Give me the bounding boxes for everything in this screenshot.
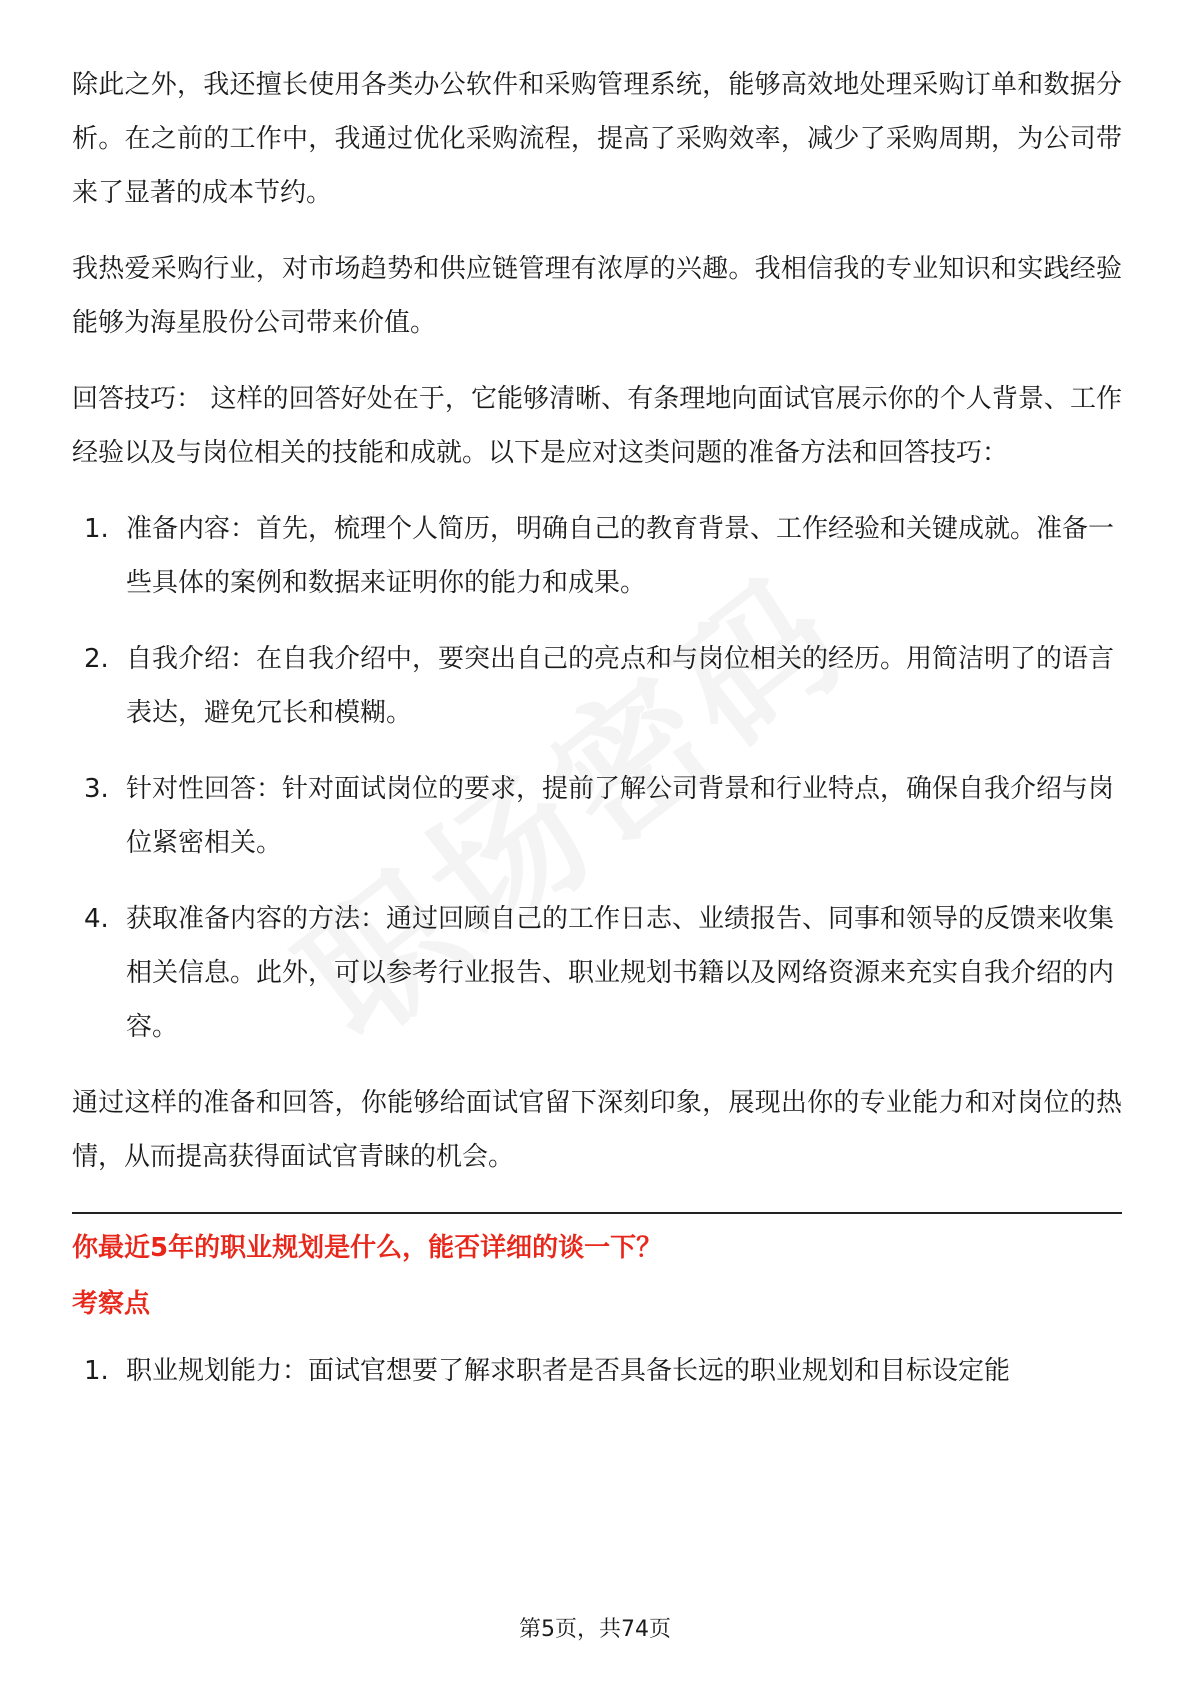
assessment-points-list: [72, 1344, 1122, 1398]
list-item: [72, 502, 1122, 610]
list-number: 4.: [84, 904, 109, 934]
list-text: 获取准备内容的方法：通过回顾自己的工作日志、业绩报告、同事和领导的反馈来收集相关信息。此外，可以参考行业报告、职业规划书籍以及网络资源来充实自我介绍的内容。: [126, 904, 1115, 1042]
list-text: 自我介绍：在自我介绍中，要突出自己的亮点和与岗位相关的经历。用简洁明了的语言表达，避免冗长和模糊。: [126, 644, 1115, 728]
list-item: [72, 632, 1122, 740]
page-footer: 第5页，共74页: [519, 1617, 671, 1642]
paragraph-answer-tips: 回答技巧： 这样的回答好处在于，它能够清晰、有条理地向面试官展示你的个人背景、工作经验以及与岗位相关的技能和成就。以下是应对这类问题的准备方法和回答技巧：: [72, 384, 1122, 468]
list-item: [72, 762, 1122, 870]
list-number: 3.: [84, 774, 109, 804]
section-divider: [72, 1212, 1122, 1214]
list-item: [72, 892, 1122, 1054]
tips-list: [72, 502, 1122, 1054]
list-item: [72, 1344, 1122, 1398]
list-text: 职业规划能力：面试官想要了解求职者是否具备长远的职业规划和目标设定能: [126, 1356, 1011, 1386]
list-text: 针对性回答：针对面试岗位的要求，提前了解公司背景和行业特点，确保自我介绍与岗位紧密相关。: [126, 774, 1115, 858]
paragraph-office-skills: 除此之外，我还擅长使用各类办公软件和采购管理系统，能够高效地处理采购订单和数据分析。在之前的工作中，我通过优化采购流程，提高了采购效率，减少了采购周期，为公司带来了显著的成本节约。: [72, 70, 1122, 208]
paragraph-passion: 我热爱采购行业，对市场趋势和供应链管理有浓厚的兴趣。我相信我的专业知识和实践经验能够为海星股份公司带来价值。: [72, 254, 1122, 338]
question-title: 你最近5年的职业规划是什么，能否详细的谈一下？: [72, 1233, 663, 1263]
list-number: 1.: [84, 1356, 109, 1386]
list-number: 2.: [84, 644, 109, 674]
list-number: 1.: [84, 514, 109, 544]
paragraph-closing: 通过这样的准备和回答，你能够给面试官留下深刻印象，展现出你的专业能力和对岗位的热情，从而提高获得面试官青睐的机会。: [72, 1088, 1122, 1172]
question-subtitle: 考察点: [72, 1289, 151, 1319]
list-text: 准备内容：首先，梳理个人简历，明确自己的教育背景、工作经验和关键成就。准备一些具体的案例和数据来证明你的能力和成果。: [126, 514, 1115, 598]
document-page: [72, 58, 1122, 1420]
